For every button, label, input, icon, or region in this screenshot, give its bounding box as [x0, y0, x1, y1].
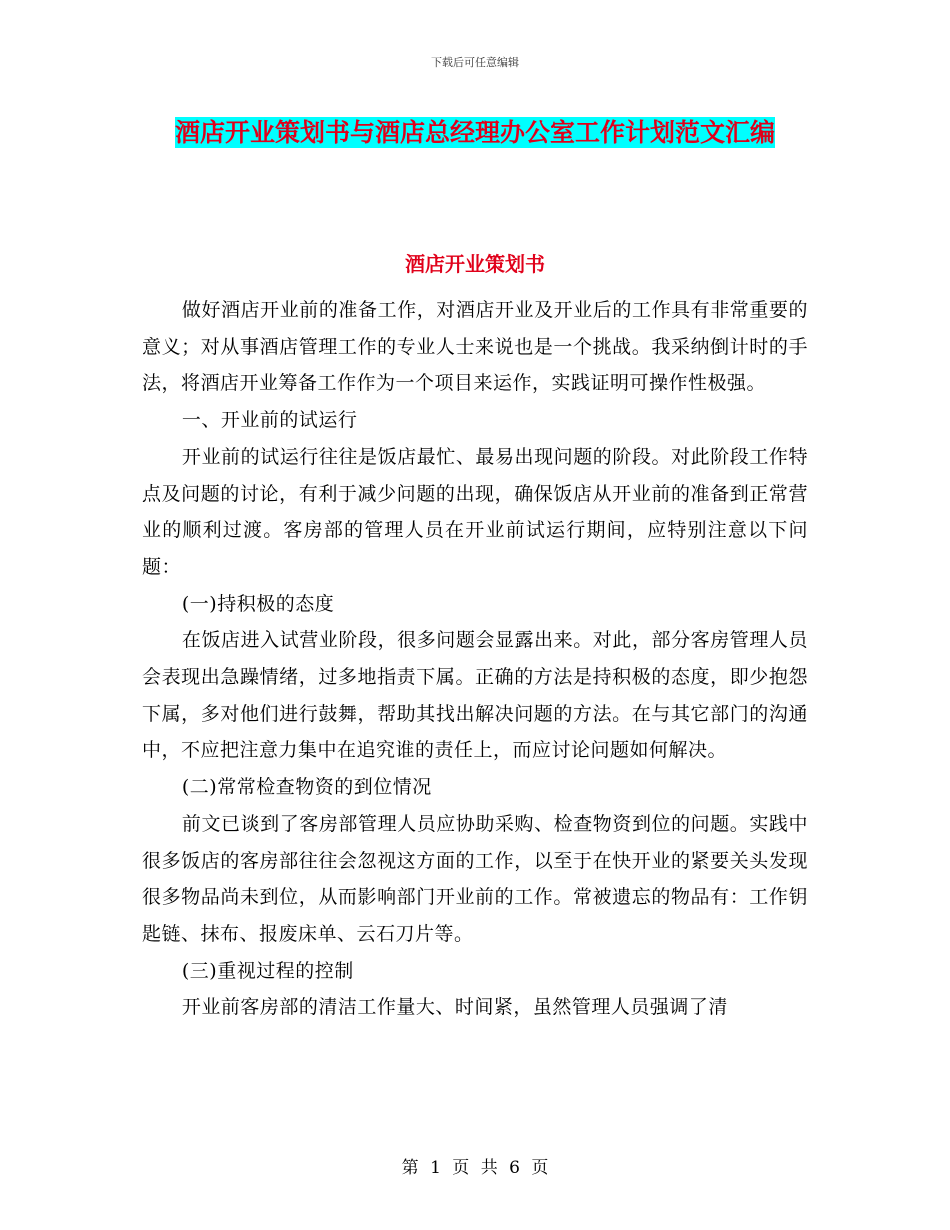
- document-title-text: 酒店开业策划书与酒店总经理办公室工作计划范文汇编: [174, 118, 775, 147]
- subheading: (二)常常检查物资的到位情况: [181, 776, 432, 799]
- paragraph: 前文已谈到了客房部管理人员应协助采购、检查物资到位的问题。实践中很多饭店的客房部往往会忽视这方面的工作，以至于在快开业的紧要关头发现很多物品尚未到位，从而影响部门开业前的工作。常被遗忘的物品有：工作钥匙链、抹布、报废床单、云石刀片等。: [142, 812, 808, 945]
- paragraph: 做好酒店开业前的准备工作，对酒店开业及开业后的工作具有非常重要的意义；对从事酒店管理工作的专业人士来说也是一个挑战。我采纳倒计时的手法，将酒店开业筹备工作作为一个项目来运作，实践证明可操作性极强。: [142, 299, 808, 395]
- paragraph: 在饭店进入试营业阶段，很多问题会显露出来。对此，部分客房管理人员会表现出急躁情绪，过多地指责下属。正确的方法是持积极的态度，即少抱怨下属，多对他们进行鼓舞，帮助其找出解决问题的方法。在与其它部门的沟通中，不应把注意力集中在追究谁的责任上，而应讨论问题如何解决。: [142, 629, 808, 762]
- page-header-note: 下载后可任意编辑: [431, 56, 519, 69]
- subheading: (三)重视过程的控制: [181, 959, 354, 982]
- section-title: 酒店开业策划书: [405, 252, 545, 276]
- paragraph: 开业前的试运行往往是饭店最忙、最易出现问题的阶段。对此阶段工作特点及问题的讨论，有利于减少问题的出现，确保饭店从开业前的准备到正常营业的顺利过渡。客房部的管理人员在开业前试运行期间，应特别注意以下问题：: [142, 445, 808, 578]
- subheading: (一)持积极的态度: [181, 592, 335, 615]
- page-number: 第 1 页 共 6 页: [401, 1158, 549, 1178]
- heading-level-1: 一、开业前的试运行: [181, 409, 358, 432]
- document-body: [142, 292, 808, 1026]
- document-title: [140, 110, 810, 156]
- paragraph: 开业前客房部的清洁工作量大、时间紧，虽然管理人员强调了清: [181, 996, 728, 1019]
